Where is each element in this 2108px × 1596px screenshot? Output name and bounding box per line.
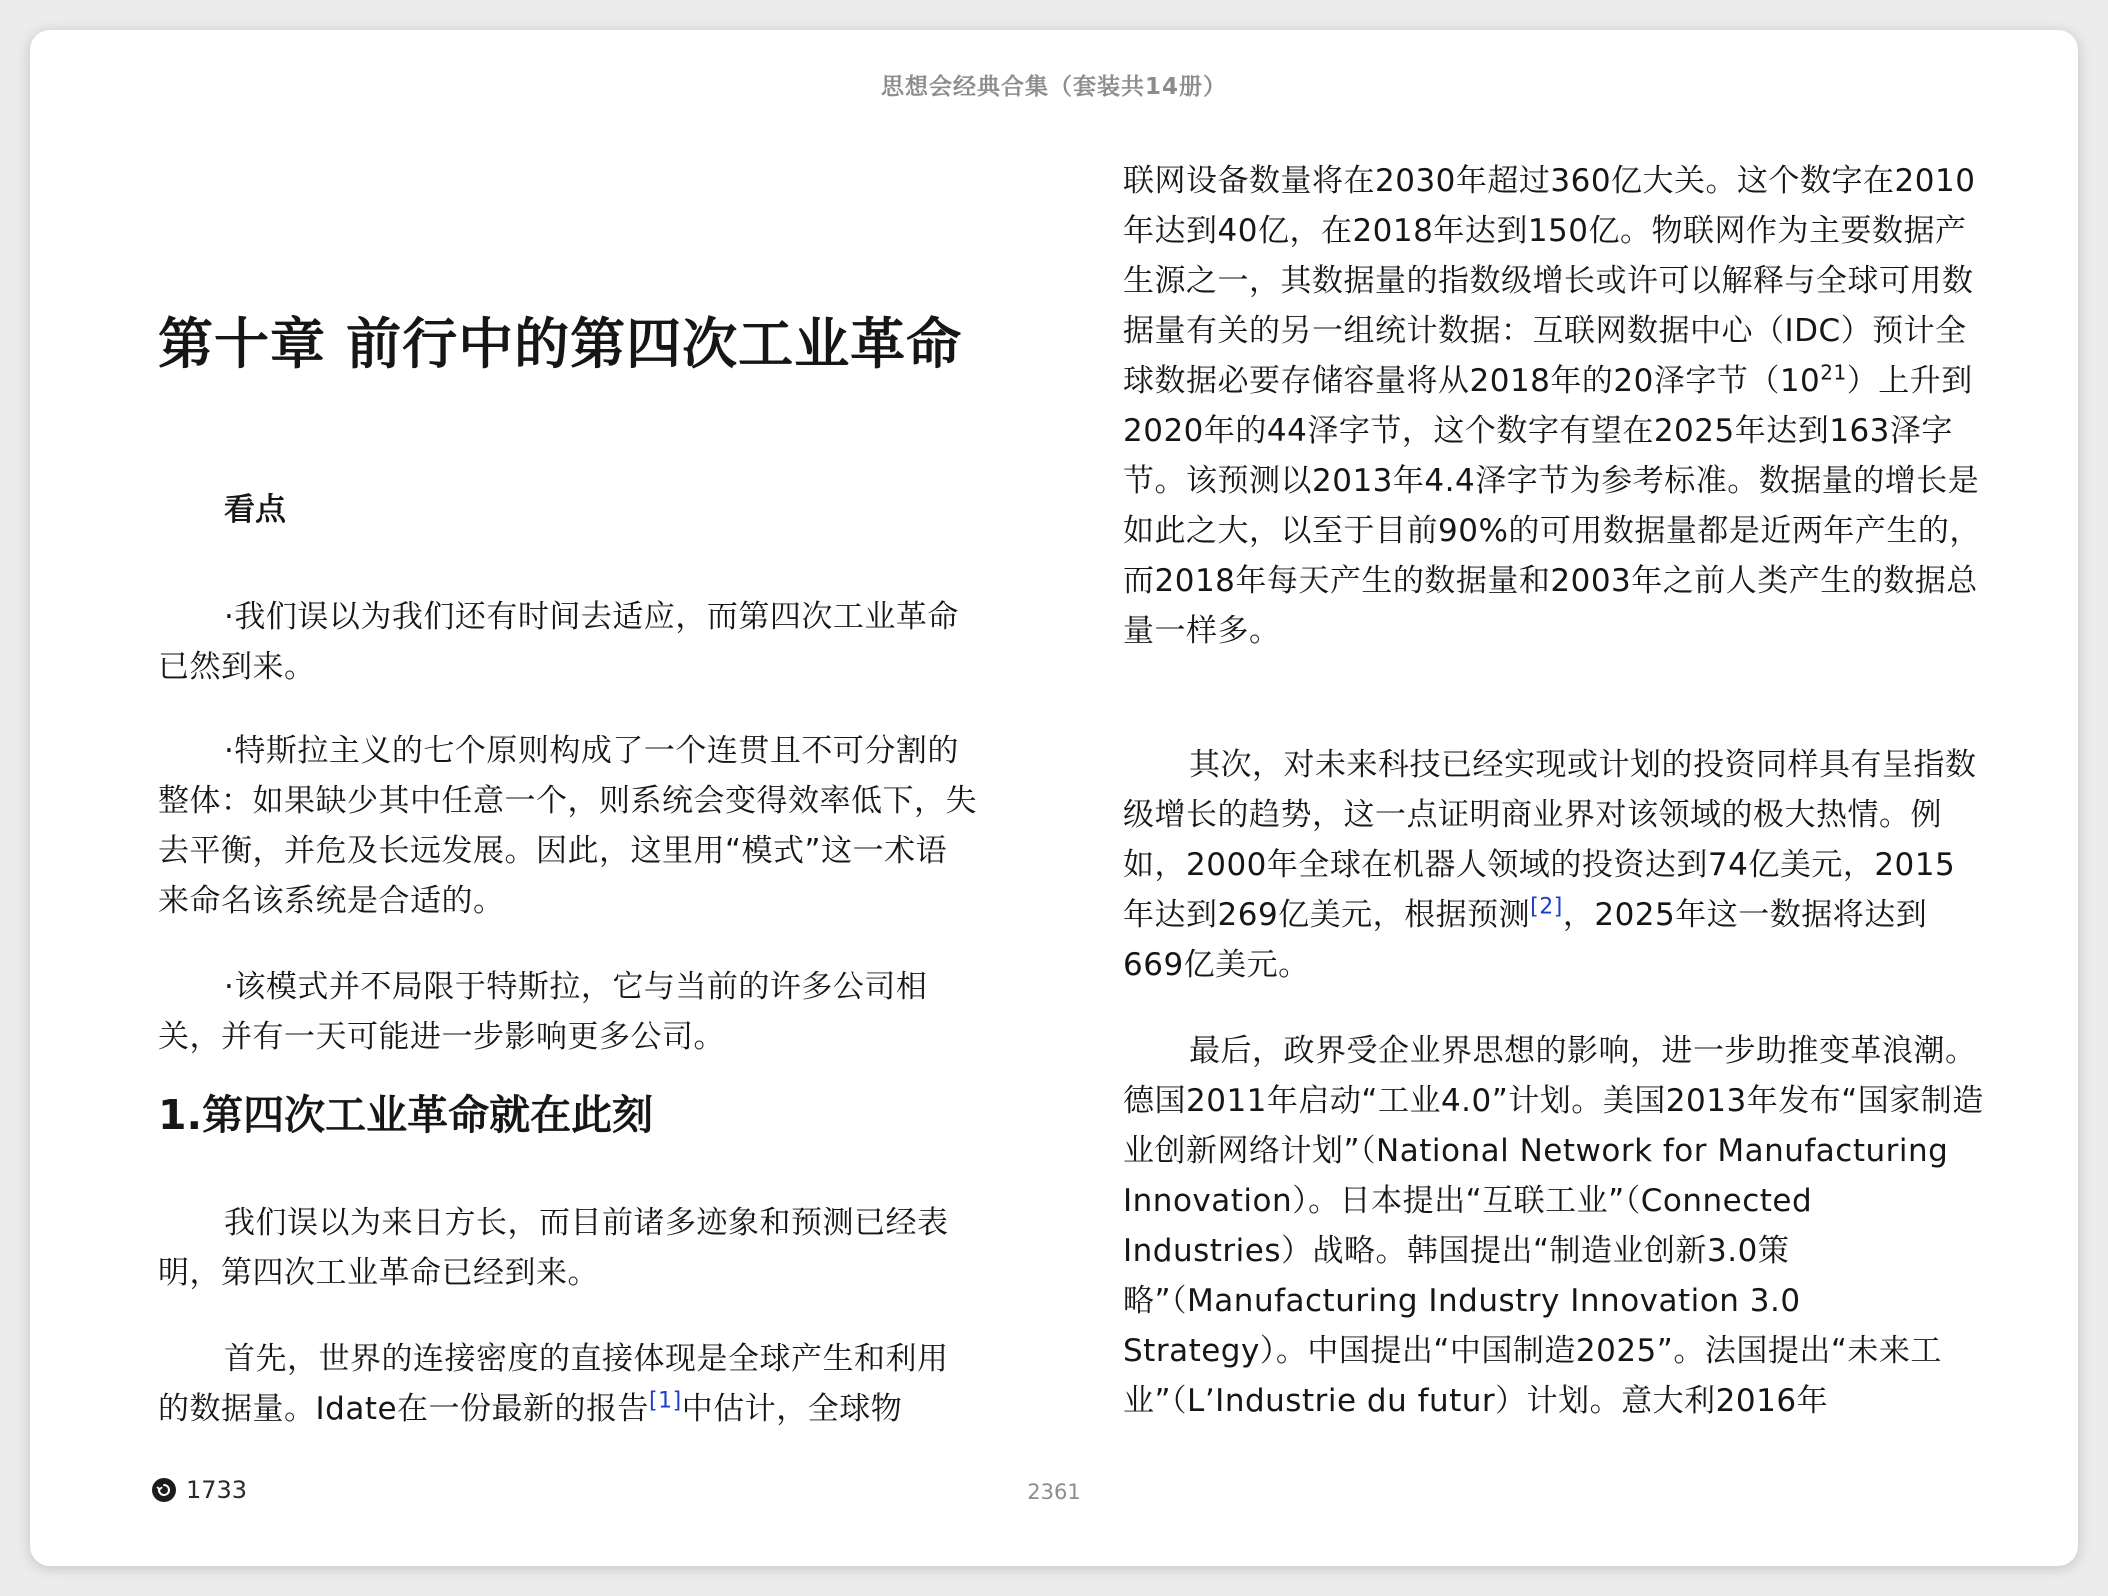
highlights-heading: 看点 [224,492,286,528]
footnote-link-2[interactable]: [2] [1530,894,1563,920]
paragraph-text: 其次，对未来科技已经实现或计划的投资同样具有呈指数级增长的趋势，这一点证明商业界对该领域的极大热情。例如，2000年全球在机器人领域的投资达到74亿美元，2015年达到269亿美元，根据预测 [1123,747,1977,933]
body-paragraph [1123,156,1985,656]
paragraph-text: 联网设备数量将在2030年超过360亿大关。这个数字在2010年达到40亿，在2018年达到150亿。物联网作为主要数据产生源之一，其数据量的指数级增长或许可以解释与全球可用数据量有关的另一组统计数据：互联网数据中心（IDC）预计全球数据必要存储容量将从2018年的20泽字节（10 [1123,163,1976,399]
paragraph-text: ）上升到2020年的44泽字节，这个数字有望在2025年达到163泽字节。该预测以2013年4.4泽字节为参考标准。数据量的增长是如此之大，以至于目前90%的可用数据量都是近两年产生的，而2018年每天产生的数据量和2003年之前人类产生的数据总量一样多。 [1123,363,1981,649]
body-paragraph: 最后，政界受企业界思想的影响，进一步助推变革浪潮。德国2011年启动“工业4.0”计划。美国2013年发布“国家制造业创新网络计划”（National Network for Manufacturing Innovation）。日本提出“互联工业”（Connected Industries）战略。韩国提出“制造业创新3.0策略”（Manufacturing Industry Innovation 3.0 Strategy）。中国提出“中国制造2025”。法国提出“未来工业”（L’Industrie du futur）计划。意大利2016年 [1123,1033,1984,1419]
chapter-title: 第十章 前行中的第四次工业革命 [158,312,963,376]
highlight-bullet-3: ·该模式并不局限于特斯拉，它与当前的许多公司相关，并有一天可能进一步影响更多公司。 [158,969,928,1055]
body-paragraph [158,1334,978,1434]
paragraph-text: 中估计，全球物 [681,1391,903,1427]
paragraph-text: ，2025年这一数据将达到669亿美元。 [1123,897,1928,983]
body-paragraph [1123,740,1985,990]
timer-value: 1733 [186,1476,248,1504]
reader-window [30,30,2078,1566]
footnote-link-1[interactable]: [1] [649,1388,682,1414]
section-heading: 1.第四次工业革命就在此刻 [158,1091,654,1139]
page-number: 2361 [1027,1480,1081,1504]
highlight-bullet-2: ·特斯拉主义的七个原则构成了一个连贯且不可分割的整体：如果缺少其中任意一个，则系统会变得效率低下，失去平衡，并危及长远发展。因此，这里用“模式”这一术语来命名该系统是合适的。 [158,733,977,919]
highlight-bullet-1: ·我们误以为我们还有时间去适应，而第四次工业革命已然到来。 [158,599,959,685]
book-title: 思想会经典合集（套装共14册） [880,74,1227,100]
paragraph-text: 首先，世界的连接密度的直接体现是全球产生和利用的数据量。Idate在一份最新的报告 [158,1341,949,1427]
body-paragraph: 我们误以为来日方长，而目前诸多迹象和预测已经表明，第四次工业革命已经到来。 [158,1205,949,1291]
superscript-exponent: 21 [1820,360,1847,385]
